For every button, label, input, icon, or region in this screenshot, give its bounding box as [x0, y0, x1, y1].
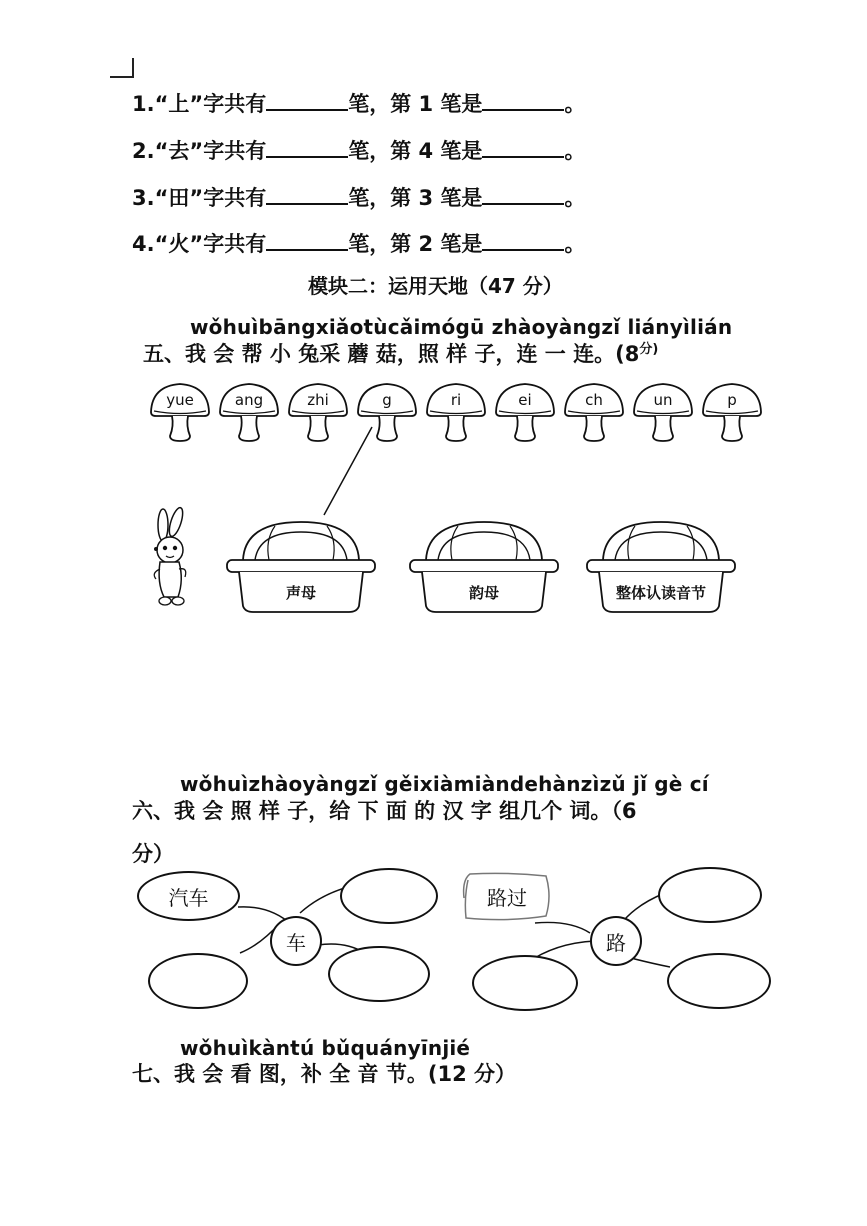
page-corner-mark [110, 58, 134, 78]
basket-label: 声母 [285, 584, 316, 602]
answer-blank[interactable] [266, 185, 348, 205]
mushroom-item[interactable] [493, 378, 557, 444]
mushroom-label: yue [166, 391, 194, 409]
section6-title-line2: 分） [132, 842, 174, 866]
question-1: 1.“上”字共有 笔，第 1 笔是 。 [132, 92, 586, 116]
mushroom-row [148, 378, 778, 448]
section7-title: 七、我 会 看 图，补 全 音 节。(12 分） [132, 1062, 516, 1086]
example-connection-line [320, 425, 380, 520]
question-text: 3.“田”字共有 [132, 186, 267, 210]
section5-title: 五、我 会 帮 小 兔采 蘑 菇，照 样 子，连 一 连。($8^{分)}$ [143, 342, 659, 366]
answer-oval[interactable] [340, 868, 438, 924]
answer-oval[interactable] [472, 955, 578, 1011]
question-2: 2.“去”字共有 笔，第 4 笔是 。 [132, 139, 586, 163]
mushroom-label: g [382, 391, 392, 409]
mushroom-label: ang [234, 391, 264, 409]
center-character-oval: 路 [590, 916, 642, 966]
section6-title-line1: 六、我 会 照 样 子，给 下 面 的 汉 字 组几个 词。（6 [132, 799, 637, 823]
basket-label: 韵母 [468, 584, 499, 602]
mushroom-item[interactable] [148, 378, 212, 444]
example-word: 路过 [487, 885, 527, 910]
answer-oval[interactable] [658, 867, 762, 923]
question-text: 1.“上”字共有 [132, 92, 267, 116]
answer-blank[interactable] [266, 231, 348, 251]
basket-row [225, 518, 765, 618]
basket-item[interactable] [585, 518, 737, 614]
answer-blank[interactable] [266, 138, 348, 158]
question-text: 笔，第 4 笔是 [348, 139, 483, 163]
question-text: 笔，第 1 笔是 [348, 92, 483, 116]
question-text: 笔，第 3 笔是 [348, 186, 483, 210]
mushroom-label: ch [585, 391, 603, 409]
answer-blank[interactable] [482, 91, 564, 111]
center-character-oval: 车 [270, 916, 322, 966]
basket-item[interactable] [225, 518, 377, 614]
mushroom-label: p [727, 391, 737, 409]
mushroom-label: ei [518, 391, 532, 409]
section6-pinyin: wǒhuìzhàoyàngzǐ gěixiàmiàndehànzìzǔ jǐ gè cí [180, 772, 709, 796]
rabbit-icon [148, 505, 193, 610]
mushroom-item[interactable] [217, 378, 281, 444]
answer-oval[interactable] [328, 946, 430, 1002]
mushroom-label: un [653, 391, 673, 409]
basket-label: 整体认读音节 [615, 584, 706, 602]
question-text: 笔，第 2 笔是 [348, 232, 483, 256]
section5-pinyin: wǒhuìbāngxiǎotùcǎimógū zhàoyàngzǐ liányìlián [190, 315, 733, 339]
question-3: 3.“田”字共有 笔，第 3 笔是 。 [132, 186, 586, 210]
answer-blank[interactable] [482, 231, 564, 251]
mushroom-label: ri [450, 391, 462, 409]
mushroom-item[interactable] [631, 378, 695, 444]
mushroom-item[interactable] [700, 378, 764, 444]
section7-pinyin: wǒhuìkàntú bǔquányīnjié [180, 1036, 471, 1060]
example-word-oval: 汽车 [137, 871, 240, 921]
answer-blank[interactable] [482, 138, 564, 158]
question-4: 4.“火”字共有 笔，第 2 笔是 。 [132, 232, 586, 256]
answer-blank[interactable] [482, 185, 564, 205]
mushroom-label: zhi [307, 391, 329, 409]
mushroom-item[interactable] [562, 378, 626, 444]
answer-oval[interactable] [667, 953, 771, 1009]
mushroom-item[interactable] [424, 378, 488, 444]
module-title: 模块二：运用天地（47 分） [308, 274, 563, 298]
answer-oval[interactable] [148, 953, 248, 1009]
question-text: 4.“火”字共有 [132, 232, 267, 256]
basket-item[interactable] [408, 518, 560, 614]
answer-blank[interactable] [266, 91, 348, 111]
question-text: 2.“去”字共有 [132, 139, 267, 163]
